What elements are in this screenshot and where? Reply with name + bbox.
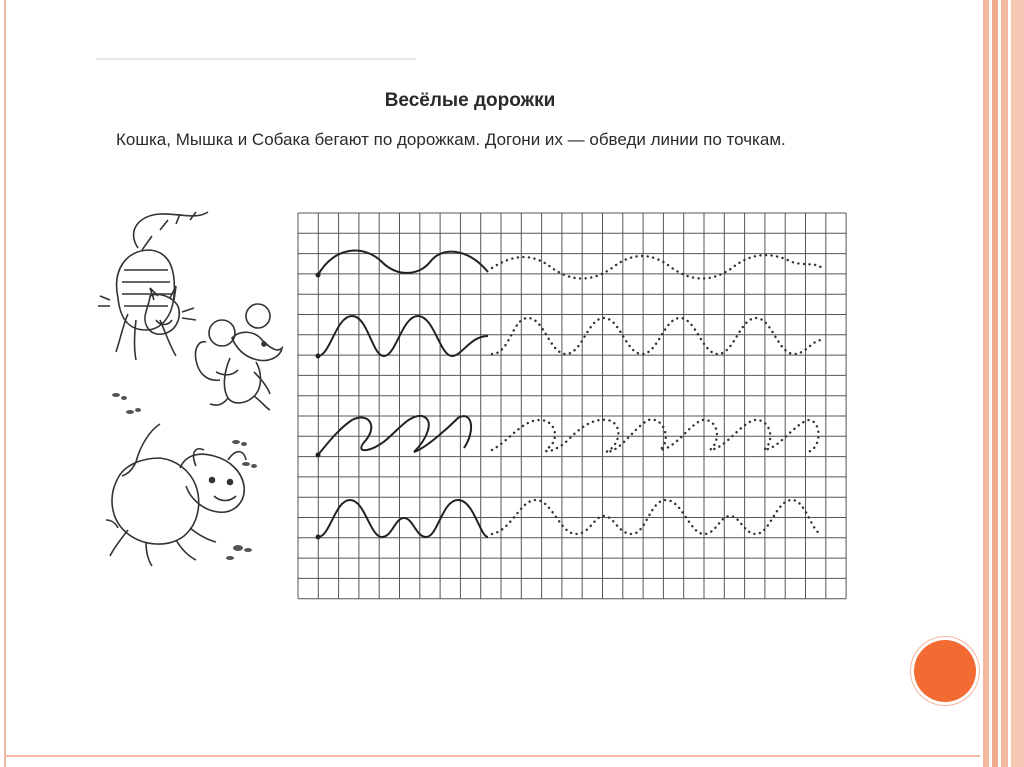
track-2-solid: [318, 316, 488, 356]
dog-illustration: [106, 424, 246, 566]
track-1-solid: [318, 251, 488, 275]
mouse-illustration: [195, 304, 282, 410]
tracing-grid: [298, 213, 846, 599]
sample-tracks: [318, 251, 488, 537]
track-3-dotted: [492, 420, 819, 452]
cat-illustration: [98, 212, 208, 360]
track-4-solid: [318, 500, 488, 537]
page-title: Весёлые дорожки: [384, 90, 556, 111]
track-3-solid: [318, 416, 471, 455]
task-instruction: Кошка, Мышка и Собака бегают по дорожкам. Догони их — обведи линии по точкам.: [116, 130, 786, 149]
